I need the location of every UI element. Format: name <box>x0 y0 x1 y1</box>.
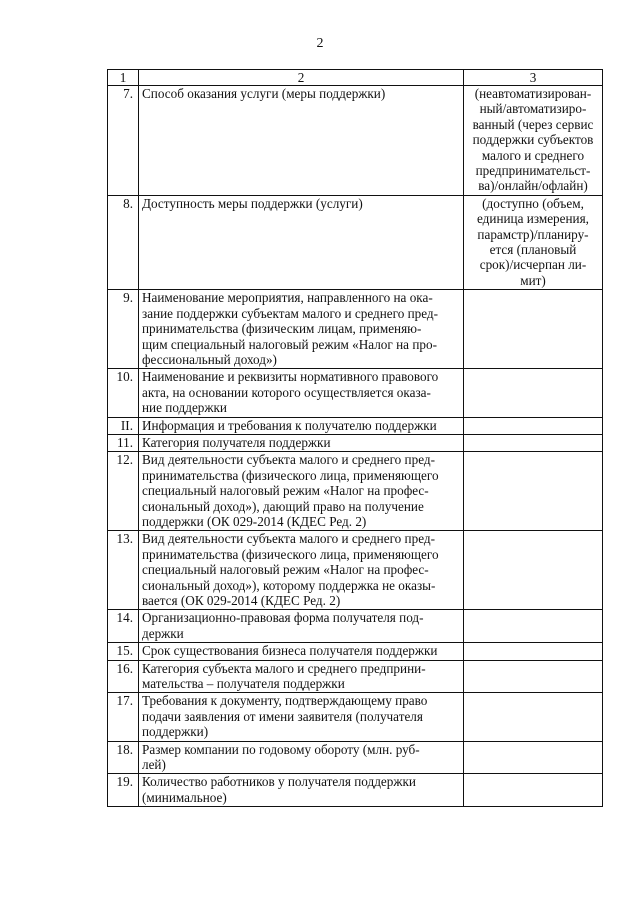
parameter-name-line: Доступность меры поддержки (услуги) <box>142 195 363 211</box>
parameter-name-line: Вид деятельности субъекта малого и среднего пред- <box>142 531 435 547</box>
table-header-row <box>108 70 603 86</box>
table-row <box>108 610 603 643</box>
table-row <box>108 434 603 451</box>
parameter-name-line: вается (ОК 029-2014 (КДЕС Ред. 2) <box>142 593 341 608</box>
parameter-name-line: Наименование мероприятия, направленного на ока- <box>142 290 433 306</box>
parameter-name-line: принимательства (физического лица, применяющего <box>142 546 439 562</box>
parameter-value-line: ный/автоматизиро- <box>479 101 587 117</box>
parameter-name-line: принимательства (физического лица, применяющего <box>142 467 439 483</box>
row-parameter-name <box>139 693 464 741</box>
row-parameter-value <box>464 417 603 434</box>
parameter-name-line: Категория субъекта малого и среднего предприни- <box>142 660 426 676</box>
parameter-name-line: Срок существования бизнеса получателя поддержки <box>142 643 438 659</box>
parameter-value-line: срок)/исчерпан ли- <box>479 257 587 273</box>
row-parameter-name <box>139 434 464 451</box>
parameter-value-line: (неавтоматизирован- <box>474 86 592 101</box>
row-parameter-name <box>139 531 464 610</box>
row-parameter-name <box>139 290 464 369</box>
row-parameter-value <box>464 86 603 196</box>
header-col-name: 2 <box>139 70 464 86</box>
row-number: 9. <box>108 290 139 369</box>
parameter-name-line: акта, на основании которого осуществляется оказа- <box>142 384 431 400</box>
row-parameter-value <box>464 452 603 531</box>
table-row <box>108 452 603 531</box>
row-number: 17. <box>108 693 139 741</box>
row-parameter-name <box>139 643 464 660</box>
row-parameter-value <box>464 660 603 693</box>
row-parameter-name <box>139 417 464 434</box>
row-number: 11. <box>108 434 139 451</box>
parameter-value-line: единица измерения, <box>477 211 589 227</box>
row-parameter-name <box>139 774 464 807</box>
parameter-name-line: принимательства (физическим лицам, применяю- <box>142 321 422 337</box>
parameter-name-line: мательства – получателя поддержки <box>142 676 345 692</box>
row-parameter-name <box>139 86 464 196</box>
row-parameter-name <box>139 452 464 531</box>
parameter-name-line: Количество работников у получателя поддержки <box>142 774 416 790</box>
row-parameter-name <box>139 660 464 693</box>
row-parameter-value <box>464 610 603 643</box>
row-parameter-value <box>464 693 603 741</box>
parameter-name-line: Информация и требования к получателю поддержки <box>142 417 437 433</box>
support-measure-table <box>107 69 603 807</box>
row-number: 19. <box>108 774 139 807</box>
parameter-name-line: держки <box>142 625 184 641</box>
table-row <box>108 774 603 807</box>
table-row <box>108 290 603 369</box>
parameter-value-line: предпринимательст- <box>475 163 591 179</box>
parameter-value-line: малого и среднего <box>481 147 585 163</box>
parameter-name-line: подачи заявления от имени заявителя (получателя <box>142 708 423 724</box>
table-body <box>108 86 603 807</box>
row-parameter-value <box>464 643 603 660</box>
header-col-value: 3 <box>464 70 603 86</box>
row-parameter-name <box>139 369 464 417</box>
parameter-value-line: мит) <box>520 272 546 288</box>
row-number: 14. <box>108 610 139 643</box>
row-parameter-value <box>464 774 603 807</box>
table-row <box>108 369 603 417</box>
parameter-value-line: ванный (через сервис <box>472 116 594 132</box>
parameter-name-line: сиональный доход»), дающий право на получение <box>142 498 424 514</box>
page-number: 2 <box>316 36 324 51</box>
parameter-value-line: поддержки субъектов <box>472 132 594 148</box>
parameter-name-line: лей) <box>142 757 166 773</box>
parameter-name-line: Наименование и реквизиты нормативного правового <box>142 369 439 385</box>
table-row <box>108 86 603 196</box>
parameter-name-line: ние поддержки <box>142 400 227 416</box>
parameter-name-line: фессиональный доход») <box>142 351 277 367</box>
table-row <box>108 693 603 741</box>
parameter-value-line: ва)/онлайн/офлайн) <box>478 178 588 194</box>
parameter-name-line: сиональный доход»), которому поддержка не оказы- <box>142 577 436 593</box>
row-number: 12. <box>108 452 139 531</box>
row-parameter-value <box>464 741 603 774</box>
row-parameter-value <box>464 434 603 451</box>
row-parameter-name <box>139 195 464 289</box>
table-row <box>108 531 603 610</box>
parameter-name-line: специальный налоговый режим «Налог на профес- <box>142 562 429 578</box>
header-col-number: 1 <box>108 70 139 86</box>
row-number: 13. <box>108 531 139 610</box>
row-number: 8. <box>108 195 139 289</box>
row-parameter-value <box>464 369 603 417</box>
parameter-name-line: щим специальный налоговый режим «Налог на про- <box>142 336 437 352</box>
table-row <box>108 741 603 774</box>
parameter-value-line: ется (плановый <box>489 242 577 258</box>
parameter-name-line: специальный налоговый режим «Налог на профес- <box>142 483 429 499</box>
row-number: II. <box>108 417 139 434</box>
row-parameter-value <box>464 531 603 610</box>
parameter-name-line: поддержки (ОК 029-2014 (КДЕС Ред. 2) <box>142 513 367 529</box>
row-parameter-value <box>464 195 603 289</box>
parameter-name-line: Вид деятельности субъекта малого и среднего пред- <box>142 452 435 468</box>
row-parameter-name <box>139 610 464 643</box>
parameter-name-line: Организационно-правовая форма получателя под- <box>142 610 424 626</box>
row-parameter-value <box>464 290 603 369</box>
parameter-name-line: Требования к документу, подтверждающему право <box>142 693 428 709</box>
table-row <box>108 195 603 289</box>
parameter-value-line: (доступно (объем, <box>482 195 584 211</box>
parameter-name-line: зание поддержки субъектам малого и среднего пред- <box>142 305 439 321</box>
parameter-name-line: Способ оказания услуги (меры поддержки) <box>142 86 386 101</box>
row-number: 16. <box>108 660 139 693</box>
parameter-value-line: парамстр)/планиру- <box>477 226 589 242</box>
table-row <box>108 417 603 434</box>
table-row <box>108 643 603 660</box>
row-number: 15. <box>108 643 139 660</box>
row-number: 18. <box>108 741 139 774</box>
table-row <box>108 660 603 693</box>
row-number: 7. <box>108 86 139 196</box>
parameter-name-line: Категория получателя поддержки <box>142 434 331 450</box>
row-number: 10. <box>108 369 139 417</box>
parameter-name-line: Размер компании по годовому обороту (млн. руб- <box>142 741 420 757</box>
parameter-name-line: (минимальное) <box>142 789 227 805</box>
parameter-name-line: поддержки) <box>142 724 209 740</box>
row-parameter-name <box>139 741 464 774</box>
